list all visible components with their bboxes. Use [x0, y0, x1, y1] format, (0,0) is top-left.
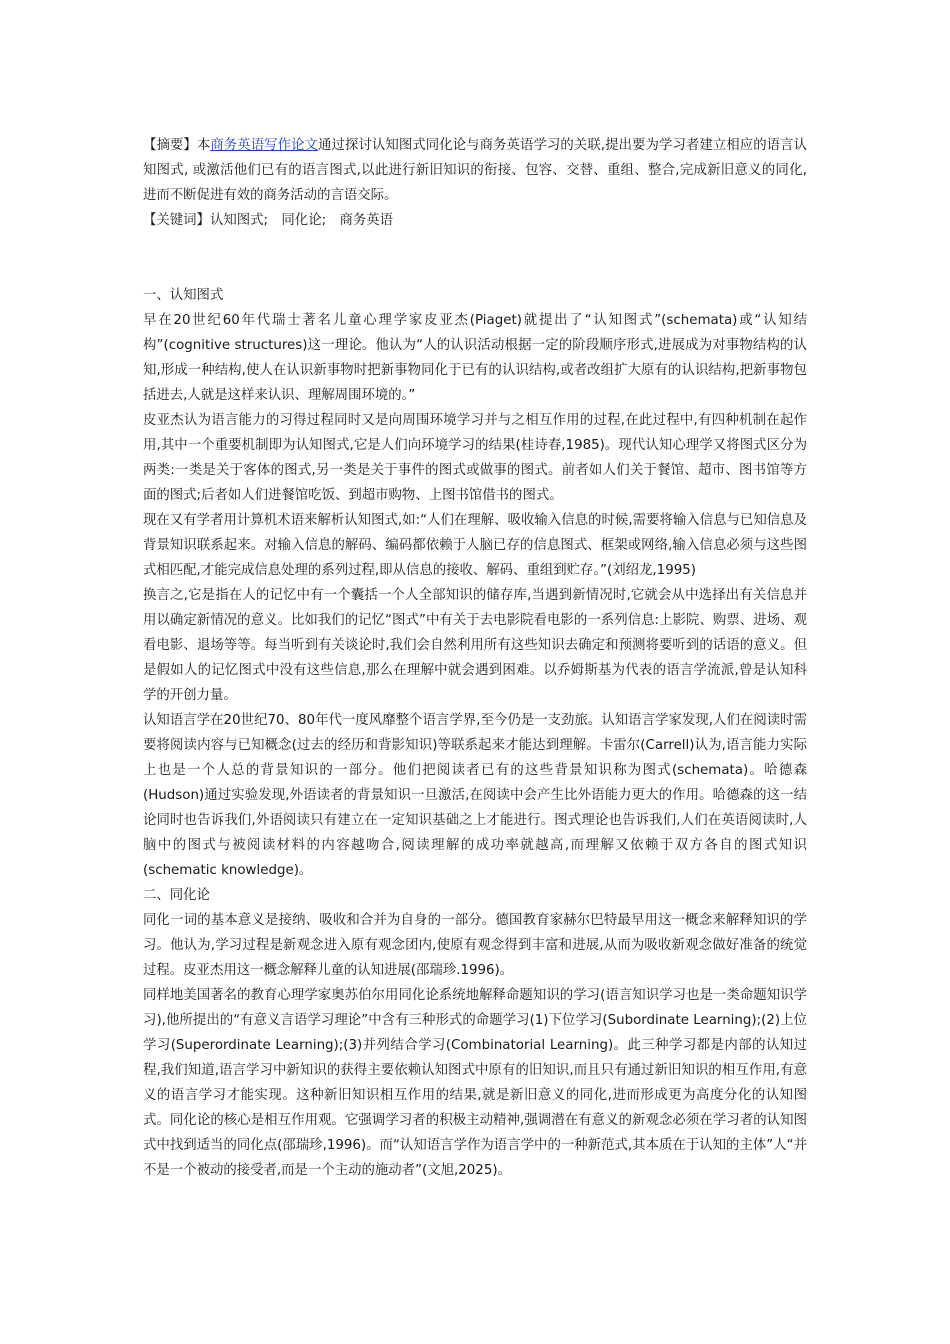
abstract-paragraph	[143, 133, 807, 208]
body-paragraph: 换言之,它是指在人的记忆中有一个囊括一个人全部知识的储存库,当遇到新情况时,它就会从中选择出有关信息并用以确定新情况的意义。比如我们的记忆“图式”中有关于去电影院看电影的一系列信息:上影院、购票、进场、观看电影、退场等等。每当听到有关谈论时,我们会自然利用所有这些知识去确定和预测将要听到的话语的意义。但是假如人的记忆图式中没有这些信息,那么在理解中就会遇到困难。以乔姆斯基为代表的语言学流派,曾是认知科学的开创力量。	[143, 588, 807, 703]
document-body	[143, 133, 807, 1183]
abstract-text: 通过探讨认知图式同化论与商务英语学习的关联,提出要为学习者建立相应的语言认知图式, 或激活他们已有的语言图式,以此进行新旧知识的衔接、包容、交替、重组、整合,完成新旧意义的同化,进而不断促进有效的商务活动的言语交际。	[143, 138, 808, 203]
body-paragraph: 同化一词的基本意义是接纳、吸收和合并为自身的一部分。德国教育家赫尔巴特最早用这一概念来解释知识的学习。他认为,学习过程是新观念进入原有观念团内,使原有观念得到丰富和进展,从而为吸收新观念做好准备的统觉过程。皮亚杰用这一概念解释儿童的认知进展(邵瑞珍.1996)。	[143, 913, 807, 978]
body-paragraph: 早在20世纪60年代瑞士著名儿童心理学家皮亚杰(Piaget)就提出了“认知图式”(schemata)或“认知结构”(cognitive structures)这一理论。他认为“人的认识活动根据一定的阶段顺序形式,进展成为对事物结构的认知,形成一种结构,使人在认识新事物时把新事物同化于已有的认识结构,或者改组扩大原有的认识结构,把新事物包括进去,人就是这样来认识、理解周围环境的。”	[143, 313, 807, 403]
paper-type-link[interactable]: 商务英语写作论文	[210, 138, 319, 153]
body-paragraph: 皮亚杰认为语言能力的习得过程同时又是向周围环境学习并与之相互作用的过程,在此过程中,有四种机制在起作用,其中一个重要机制即为认知图式,它是人们向环境学习的结果(桂诗春,1985)。现代认知心理学又将图式区分为两类:一类是关于客体的图式,另一类是关于事件的图式或做事的图式。前者如人们关于餐馆、超市、图书馆等方面的图式;后者如人们进餐馆吃饭、到超市购物、上图书馆借书的图式。	[143, 413, 807, 503]
keywords-line: 【关键词】认知图式; 同化论; 商务英语	[143, 213, 394, 228]
blank-line	[143, 233, 807, 258]
body-paragraph: 认知语言学在20世纪70、80年代一度风靡整个语言学界,至今仍是一支劲旅。认知语言学家发现,人们在阅读时需要将阅读内容与已知概念(过去的经历和背影知识)等联系起来才能达到理解。卡雷尔(Carrell)认为,语言能力实际上也是一个人总的背景知识的一部分。他们把阅读者已有的这些背景知识称为图式(schemata)。哈德森(Hudson)通过实验发现,外语读者的背景知识一旦激活,在阅读中会产生比外语能力更大的作用。哈德森的这一结论同时也告诉我们,外语阅读只有建立在一定知识基础之上才能进行。图式理论也告诉我们,人们在英语阅读时,人脑中的图式与被阅读材料的内容越吻合,阅读理解的成功率就越高,而理解又依赖于双方各自的图式知识(schematic knowledge)。	[143, 713, 807, 878]
body-paragraph: 现在又有学者用计算机术语来解析认知图式,如:“人们在理解、吸收输入信息的时候,需要将输入信息与已知信息及背景知识联系起来。对输入信息的解码、编码都依赖于人脑已存的信息图式、框架或网络,输入信息必须与这些图式相匹配,才能完成信息处理的系列过程,即从信息的接收、解码、重组到贮存。”(刘绍龙,1995)	[143, 513, 807, 578]
body-paragraph: 同样地美国著名的教育心理学家奥苏伯尔用同化论系统地解释命题知识的学习(语言知识学习也是一类命题知识学习),他所提出的“有意义言语学习理论”中含有三种形式的命题学习(1)下位学习(Subordinate Learning);(2)上位学习(Superordinate Learning);(3)并列结合学习(Combinatorial Learning)。此三种学习都是内部的认知过程,我们知道,语言学习中新知识的获得主要依赖认知图式中原有的旧知识,而且只有通过新旧知识的相互作用,有意义的语言学习才能实现。这种新旧知识相互作用的结果,就是新旧意义的同化,进而形成更为高度分化的认知图式。同化论的核心是相互作用观。它强调学习者的积极主动精神,强调潜在有意义的新观念必须在学习者的认知图式中找到适当的同化点(邵瑞珍,1996)。而“认知语言学作为语言学中的一种新范式,其本质在于认知的主体”人“并不是一个被动的接受者,而是一个主动的施动者”(文旭,2025)。	[143, 988, 807, 1178]
abstract-label: 【摘要】本	[143, 138, 211, 153]
section-heading: 二、同化论	[143, 888, 210, 903]
section-heading: 一、认知图式	[143, 288, 224, 303]
blank-line	[143, 258, 807, 283]
